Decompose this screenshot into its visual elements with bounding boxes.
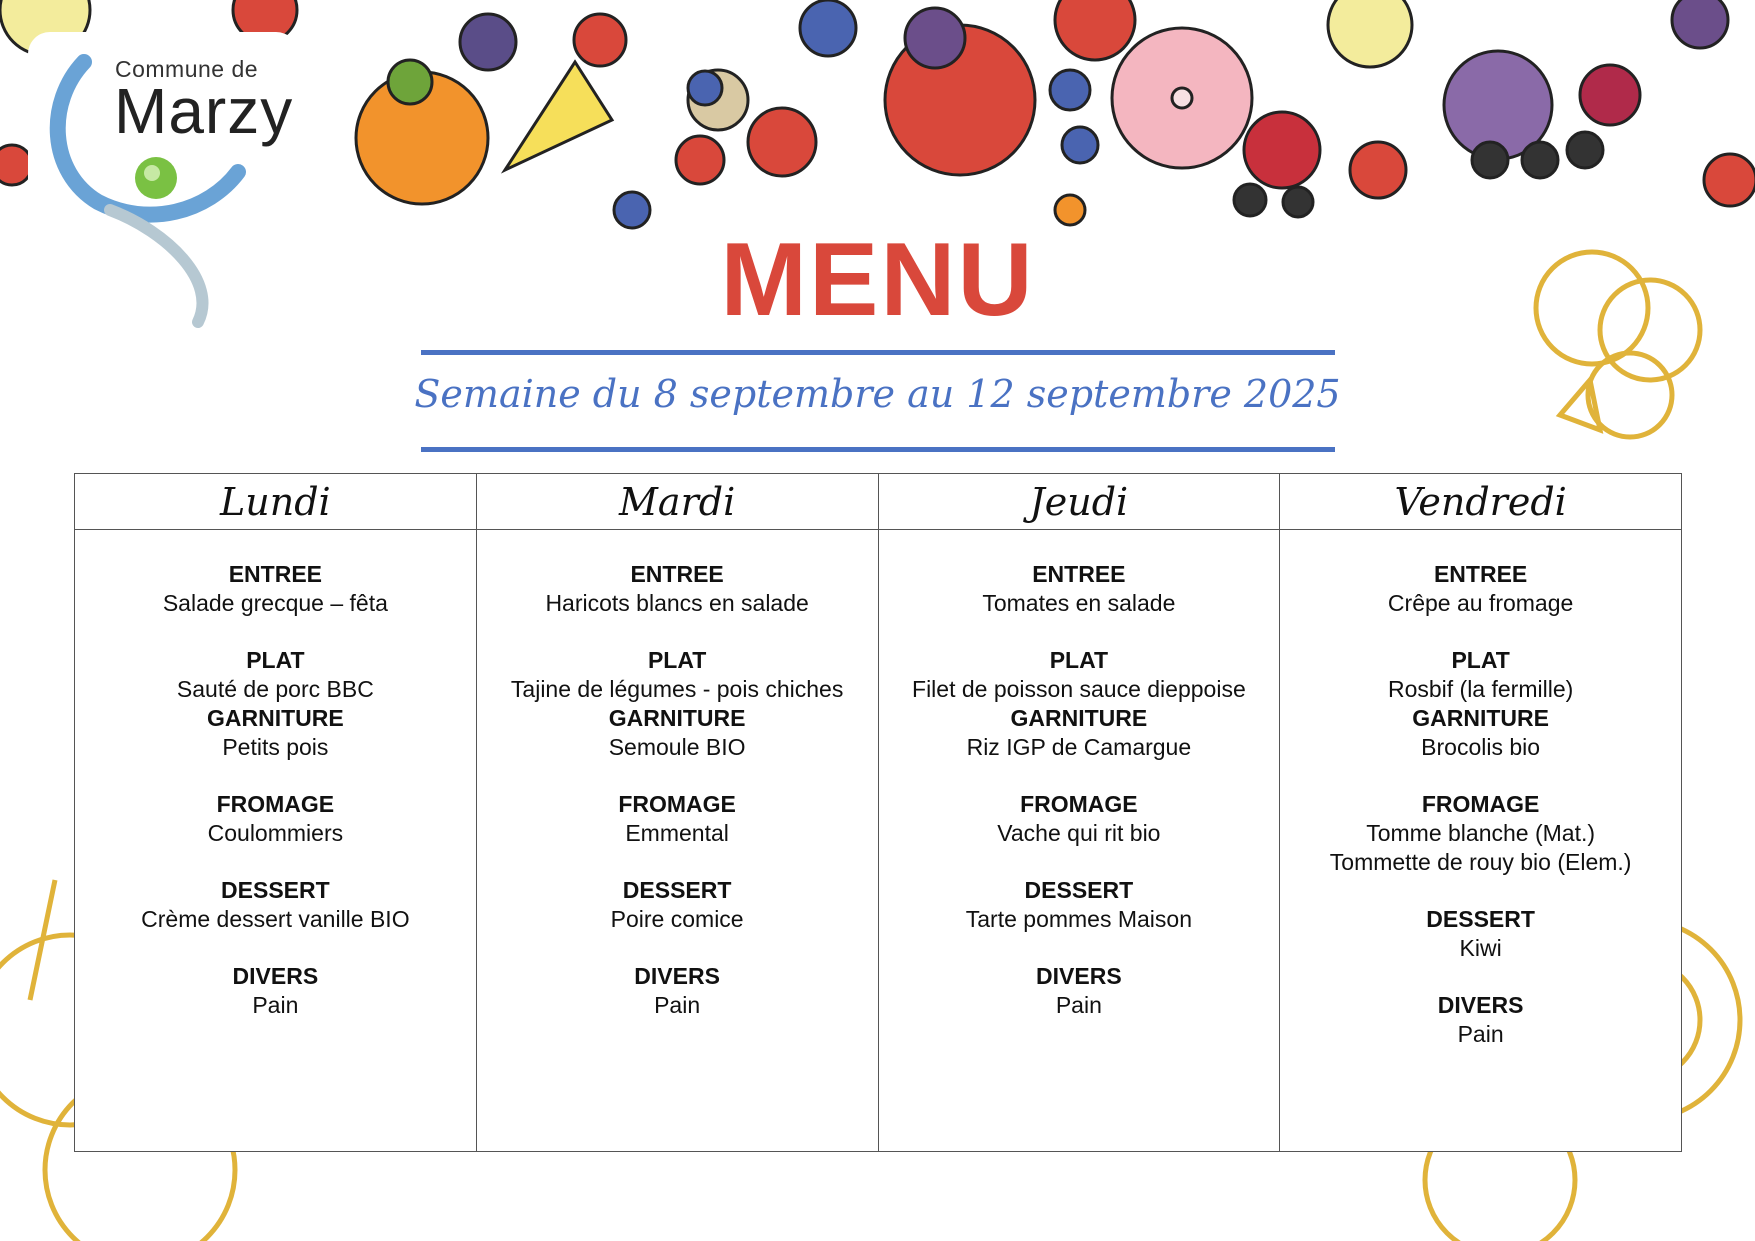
divers-value: Pain (654, 992, 701, 1018)
fromage-value: Emmental (625, 820, 729, 846)
entree-value: Haricots blancs en salade (545, 590, 809, 616)
menu-title: MENU (720, 222, 1035, 338)
divers-label: DIVERS (1437, 992, 1524, 1018)
garniture-label: GARNITURE (1412, 705, 1549, 731)
garniture-value: Petits pois (222, 734, 329, 760)
logo-name: Marzy (114, 75, 294, 147)
menu-cell-jeudi (878, 530, 1280, 1152)
garniture-value: Semoule BIO (608, 734, 746, 760)
plat-label: PLAT (1049, 647, 1109, 673)
day-header-jeudi: Jeudi (878, 474, 1280, 530)
fromage-value: Vache qui rit bio (997, 820, 1161, 846)
fromage-label: FROMAGE (618, 791, 736, 817)
dessert-label: DESSERT (1426, 906, 1535, 932)
day-header-vendredi: Vendredi (1280, 474, 1682, 530)
dessert-label: DESSERT (1024, 877, 1134, 903)
garniture-value: Brocolis bio (1421, 734, 1541, 760)
fromage-value: Tomme blanche (Mat.) (1366, 820, 1596, 846)
divers-value: Pain (252, 992, 299, 1018)
entree-label: ENTREE (228, 561, 323, 587)
logo-prefix: Commune de (115, 56, 259, 82)
menu-cell-lundi (75, 530, 477, 1152)
dessert-label: DESSERT (221, 877, 330, 903)
garniture-value: Riz IGP de Camargue (966, 734, 1192, 760)
menu-cell-mardi (476, 530, 878, 1152)
garniture-label: GARNITURE (1010, 705, 1148, 731)
menu-table (74, 473, 1682, 1152)
title-divider-top (421, 350, 1335, 355)
dessert-value: Poire comice (610, 906, 744, 932)
divers-label: DIVERS (634, 963, 720, 989)
divers-value: Pain (1055, 992, 1102, 1018)
plat-value: Rosbif (la fermille) (1387, 676, 1574, 702)
divers-value: Pain (1457, 1021, 1504, 1047)
week-subtitle: Semaine du 8 septembre au 12 septembre 2025 (414, 372, 1341, 416)
day-header-mardi: Mardi (476, 474, 878, 530)
day-header-lundi: Lundi (75, 474, 477, 530)
title-divider-bottom (421, 447, 1335, 452)
plat-label: PLAT (647, 647, 707, 673)
plat-label: PLAT (246, 647, 305, 673)
entree-value: Salade grecque – fêta (162, 590, 388, 616)
dessert-value: Crème dessert vanille BIO (141, 906, 410, 932)
fromage-label: FROMAGE (1020, 791, 1138, 817)
day-header-row (75, 474, 1682, 530)
plat-label: PLAT (1451, 647, 1510, 673)
fromage-value-2: Tommette de rouy bio (Elem.) (1329, 849, 1632, 875)
divers-label: DIVERS (1036, 963, 1122, 989)
garniture-label: GARNITURE (207, 705, 344, 731)
menu-cell-vendredi (1280, 530, 1682, 1152)
fromage-label: FROMAGE (216, 791, 335, 817)
plat-value: Tajine de légumes - pois chiches (510, 676, 844, 702)
entree-label: ENTREE (630, 561, 724, 587)
entree-value: Tomates en salade (982, 590, 1176, 616)
entree-label: ENTREE (1433, 561, 1528, 587)
fromage-value: Coulommiers (207, 820, 344, 846)
divers-label: DIVERS (232, 963, 319, 989)
menu-row (75, 530, 1682, 1152)
plat-value: Sauté de porc BBC (176, 676, 374, 702)
fromage-label: FROMAGE (1421, 791, 1540, 817)
dessert-value: Tarte pommes Maison (965, 906, 1192, 932)
garniture-label: GARNITURE (608, 705, 746, 731)
dessert-value: Kiwi (1459, 935, 1502, 961)
entree-label: ENTREE (1032, 561, 1126, 587)
plat-value: Filet de poisson sauce dieppoise (912, 676, 1246, 702)
entree-value: Crêpe au fromage (1387, 590, 1574, 616)
dessert-label: DESSERT (622, 877, 732, 903)
